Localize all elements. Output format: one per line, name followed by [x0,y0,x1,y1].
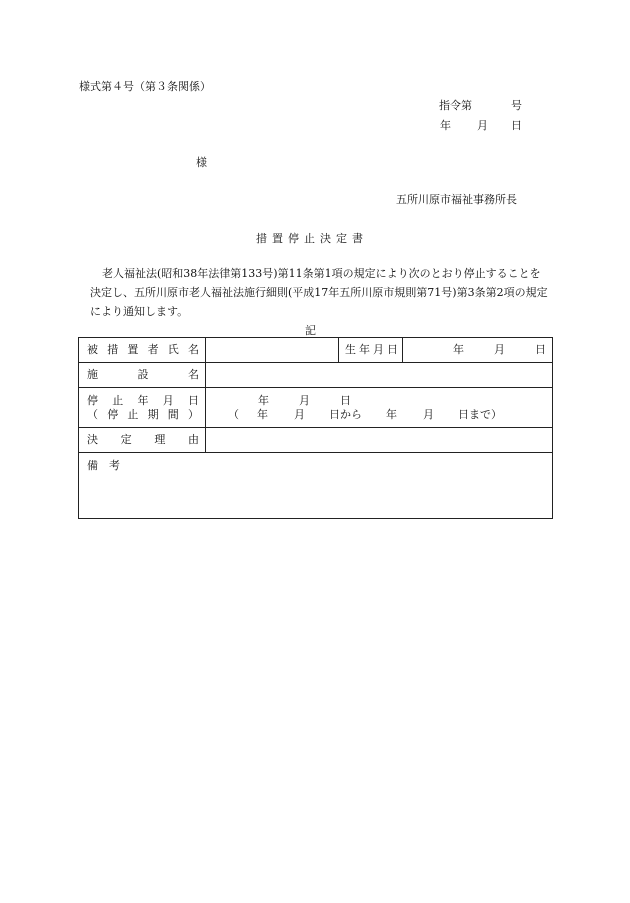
issue-date-month: 月 [477,119,488,132]
label-person-name: 被 措 置 者 氏 名 [79,338,206,363]
document-title: 措置停止決定書 [256,232,368,245]
ki-marker: 記 [305,324,316,337]
table-row-reason [79,428,553,453]
value-birth-date[interactable]: 年 月 日 [403,338,553,363]
order-number-label: 指令第 [439,99,472,112]
table-row-stop-date [79,388,553,428]
stop-period-line: （ 年 月 日から 年 月 日まで） [228,407,502,421]
value-decision-reason[interactable] [206,428,553,453]
value-stop-date-period[interactable] [206,388,553,428]
body-paragraph: 老人福祉法(昭和38年法律第133号)第11条第1項の規定により次のとおり停止することを決定し、五所川原市老人福祉法施行細則(平成17年五所川原市規則第71号)第3条第2項の規定により通知します。 [90,267,548,318]
record-table [78,337,553,519]
table-row-remarks [79,453,553,519]
table-row-facility [79,363,553,388]
label-stop-period: （ 停 止 期 間 ） [87,407,199,421]
issue-date-year: 年 [440,119,451,132]
label-stop-date: 停 止 年 月 日 （ 停 止 期 間 ） [79,388,206,428]
remarks-cell[interactable] [79,453,553,519]
issuer-name: 五所川原市福祉事務所長 [396,193,517,206]
value-facility-name[interactable] [206,363,553,388]
label-decision-reason: 決 定 理 由 [79,428,206,453]
stop-date-line: 年 月 日 [258,393,351,407]
addressee-honorific: 様 [196,156,207,169]
order-number-suffix: 号 [511,99,522,112]
table-row-person [79,338,553,363]
form-number: 様式第４号（第３条関係） [79,80,211,93]
value-person-name[interactable] [206,338,339,363]
label-birth-date: 生 年 月 日 [339,338,403,363]
label-facility-name: 施 設 名 [79,363,206,388]
label-remarks: 備 考 [87,459,120,472]
issue-date-day: 日 [511,119,522,132]
